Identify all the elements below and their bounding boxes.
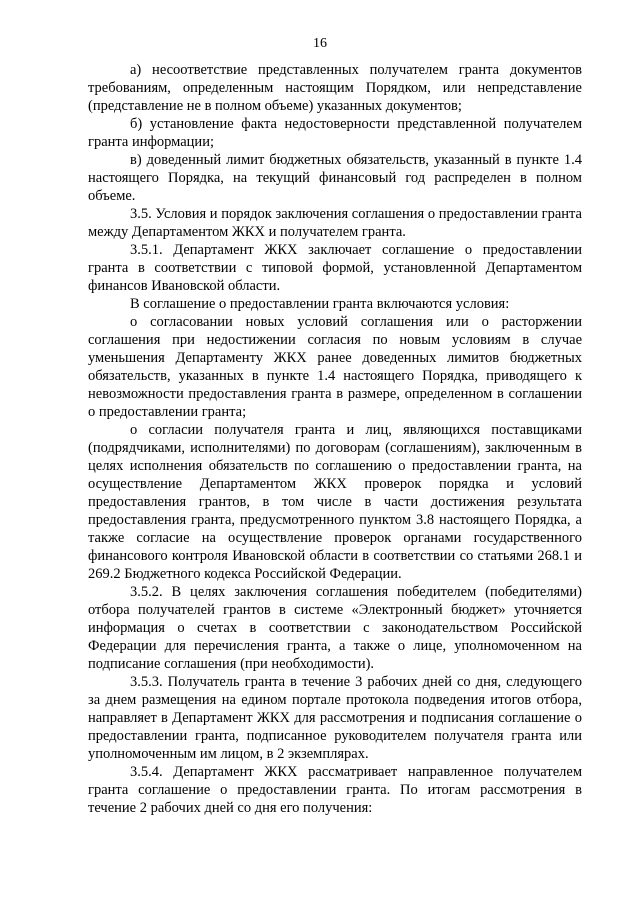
paragraph-new-conditions: о согласовании новых условий соглашения или о расторжении соглашения при недостижении согласия по новым условиям в случае уменьшения Департаменту ЖКХ ранее доведенных лимитов бюджетных обязательств, указанных в пункте 1.4 настоящего Порядка, приводящего к невозможности предоставления гранта в размере, определенном в соглашении о предоставлении гранта;: [88, 314, 582, 420]
paragraph-3-5-3-submission: 3.5.3. Получатель гранта в течение 3 рабочих дней со дня, следующего за днем размещения на едином портале протокола подведения итогов отбора, направляет в Департамент ЖКХ для рассмотрения и подписания соглашение о предоставлении гранта, подписанное руководителем получателя гранта или уполномоченным им лицом, в 2 экземплярах.: [88, 674, 582, 762]
paragraph-3-5-2-electronic-budget: 3.5.2. В целях заключения соглашения победителем (победителями) отбора получателей грантов в системе «Электронный бюджет» уточняется информация о счетах в соответствии с законодательством Российской Федерации для перечисления гранта, а также о лице, уполномоченном на подписание соглашения (при необходимости).: [88, 584, 582, 672]
paragraph-agreement-conditions: В соглашение о предоставлении гранта включаются условия:: [130, 296, 510, 312]
paragraph-consent-inspections: о согласии получателя гранта и лиц, являющихся поставщиками (подрядчиками, исполнителями) по договорам (соглашениям), заключенным в целях исполнения обязательств по соглашению о предоставлении гранта, на осуществление Департаментом ЖКХ проверок порядка и условий предоставления грантов, в том числе в части достижения результата предоставления гранта, предусмотренного пунктом 3.8 настоящего Порядка, а также согласие на осуществление проверок органами государственного финансового контроля Ивановской области в соответствии со статьями 268.1 и 269.2 Бюджетного кодекса Российской Федерации.: [88, 422, 582, 582]
paragraph-3-5-conditions: 3.5. Условия и порядок заключения соглашения о предоставлении гранта между Департаментом ЖКХ и получателем гранта.: [88, 206, 582, 240]
paragraph-3-5-1-standard-form: 3.5.1. Департамент ЖКХ заключает соглашение о предоставлении гранта в соответствии с типовой формой, установленной Департаментом финансов Ивановской области.: [88, 242, 582, 294]
paragraph-b-unreliable-info: б) установление факта недостоверности представленной получателем гранта информации;: [88, 116, 582, 150]
paragraph-a-noncompliance: а) несоответствие представленных получателем гранта документов требованиям, определенным настоящим Порядком, или непредставление (представление не в полном объеме) указанных документов;: [88, 62, 582, 114]
document-body: [88, 61, 582, 817]
page-number: 16: [313, 36, 327, 51]
paragraph-v-limit-distributed: в) доведенный лимит бюджетных обязательств, указанный в пункте 1.4 настоящего Порядка, на текущий финансовый год распределен в полном объеме.: [88, 152, 582, 204]
paragraph-3-5-4-review: 3.5.4. Департамент ЖКХ рассматривает направленное получателем гранта соглашение о предоставлении гранта. По итогам рассмотрения в течение 2 рабочих дней со дня его получения:: [88, 764, 582, 816]
